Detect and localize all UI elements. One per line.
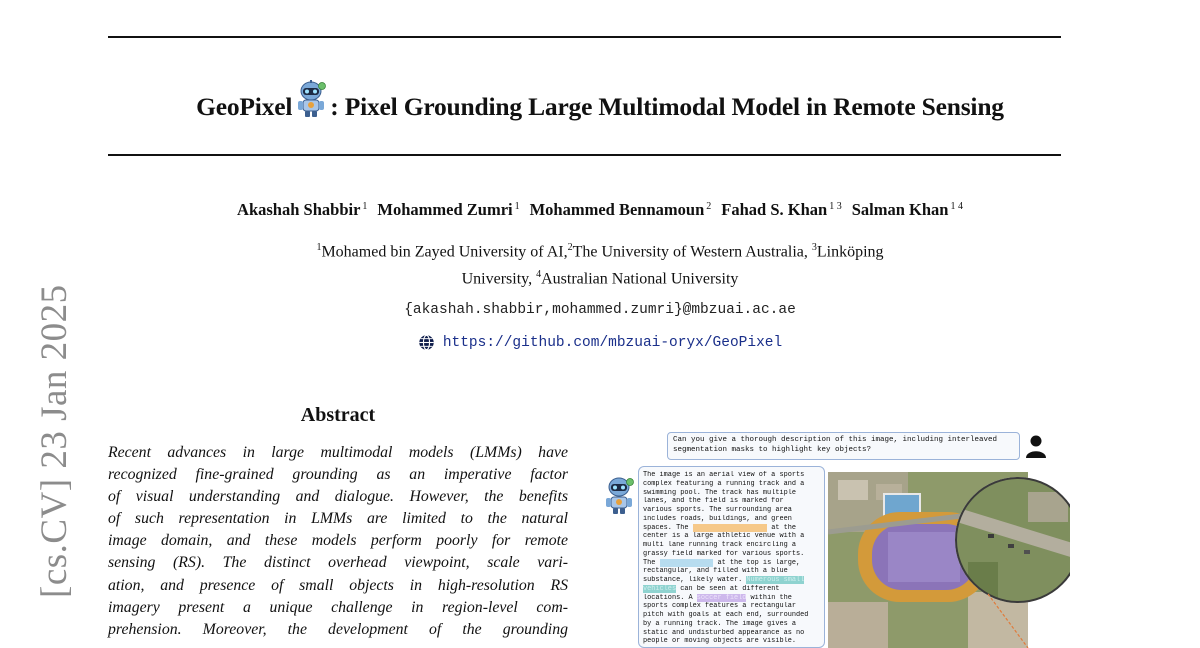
answer-text: The xyxy=(643,558,660,567)
project-url[interactable]: https://github.com/mbzuai-oryx/GeoPixel xyxy=(442,334,783,351)
author-affiliation-mark: 2 xyxy=(706,200,712,212)
highlighted-phrase: ground track field xyxy=(692,523,768,532)
answer-line xyxy=(643,489,820,498)
abstract-line: of visual understanding and dialogue. However, the benefits xyxy=(108,488,568,506)
answer-line xyxy=(643,541,820,550)
abstract-line: prehension. Moreover, the development of the grounding xyxy=(108,620,568,638)
answer-line xyxy=(643,524,820,533)
abstract-line: sensing (RS). The distinct overhead viewpoint, scale vari- xyxy=(108,554,568,572)
answer-line xyxy=(643,602,820,611)
globe-icon xyxy=(418,334,435,351)
answer-text: includes roads, buildings, and green xyxy=(643,514,792,523)
abstract-line: imagery present a unique challenge in region-level com- xyxy=(108,598,568,616)
author-list xyxy=(0,200,1200,220)
project-link[interactable] xyxy=(0,334,1200,351)
author-affiliation-mark: 1 xyxy=(514,200,520,212)
user-icon xyxy=(1025,434,1047,458)
answer-line xyxy=(643,497,820,506)
affiliation-text: Mohamed bin Zayed University of AI, xyxy=(321,243,568,261)
author-name: Mohammed Zumri $^1$ xyxy=(377,200,520,219)
highlighted-phrase: swimming pool xyxy=(659,558,714,567)
answer-line xyxy=(643,567,820,576)
paper-title xyxy=(0,84,1200,122)
answer-text: static and undisturbed appearance as no xyxy=(643,628,805,637)
affiliation-text: Australian National University xyxy=(541,270,739,288)
affiliation-number: 1 xyxy=(316,242,322,253)
top-rule xyxy=(108,36,1061,38)
robot-assistant-icon xyxy=(602,476,636,516)
answer-line xyxy=(643,559,820,568)
affiliation-line-2 xyxy=(0,263,1200,290)
answer-text: within the xyxy=(746,593,792,602)
answer-line xyxy=(643,550,820,559)
answer-text: pitch with goals at each end, surrounded xyxy=(643,611,809,619)
answer-text: various sports. The surrounding area xyxy=(643,506,792,514)
title-prefix: GeoPixel xyxy=(196,92,293,121)
answer-line xyxy=(643,629,820,638)
answer-text: complex featuring a running track and a xyxy=(643,479,805,488)
question-line: Can you give a thorough description of this image, including interleaved xyxy=(673,436,998,444)
answer-line xyxy=(643,637,820,646)
abstract-body xyxy=(108,442,568,641)
affiliation-line-1 xyxy=(0,236,1200,263)
answer-text: center is a large athletic venue with a xyxy=(643,532,805,541)
author-affiliation-mark: 1 3 xyxy=(829,200,842,212)
author-name: Salman Khan $^{1 4}$ xyxy=(851,200,963,219)
answer-line xyxy=(643,506,820,515)
affiliation-text: Linköping xyxy=(816,243,884,261)
teaser-figure xyxy=(600,428,1070,648)
answer-line xyxy=(643,585,820,594)
abstract-line: image domain, and these models perform poorly for remote xyxy=(108,532,568,550)
highlighted-phrase: vehicles xyxy=(643,584,677,593)
highlighted-phrase: Numerous small xyxy=(746,576,805,584)
answer-text: swimming pool. The track has multiple xyxy=(643,488,796,497)
abstract-line: Recent advances in large multimodal models (LMMs) have xyxy=(108,444,568,461)
answer-line xyxy=(643,480,820,489)
abstract-line: of such representation in LMMs are limited to the natural xyxy=(108,510,568,528)
question-bubble xyxy=(667,432,1020,460)
author-name: Fahad S. Khan $^{1 3}$ xyxy=(721,200,842,219)
author-affiliation-mark: 1 xyxy=(362,200,368,212)
answer-bubble xyxy=(638,466,825,648)
author-emails: {akashah.shabbir,mohammed.zumri}@mbzuai.ac.ae xyxy=(404,302,796,318)
author-name: Mohammed Bennamoun $^2$ xyxy=(529,200,712,219)
affiliation-text: University, xyxy=(461,270,537,288)
author-name: Akashah Shabbir $^1$ xyxy=(237,200,368,219)
answer-text: spaces. The xyxy=(643,523,693,532)
robot-mascot-icon xyxy=(294,80,328,118)
answer-line xyxy=(643,594,820,603)
title-rest: : Pixel Grounding Large Multimodal Model in Remote Sensing xyxy=(330,92,1004,121)
answer-text: people or moving objects are visible. xyxy=(643,637,796,646)
highlighted-phrase: soccer field xyxy=(696,593,747,602)
bottom-rule xyxy=(108,154,1061,156)
question-line: segmentation masks to highlight key objects? xyxy=(673,445,872,454)
answer-line xyxy=(643,532,820,541)
author-affiliation-mark: 1 4 xyxy=(950,200,963,212)
answer-text: substance, likely water. xyxy=(643,576,747,584)
affiliation-text: The University of Western Australia, xyxy=(572,243,812,261)
answer-text: grassy field marked for various sports. xyxy=(643,549,805,558)
answer-text: multi lane running track encircling a xyxy=(643,541,796,549)
answer-text: at the xyxy=(767,523,797,532)
answer-text: locations. A xyxy=(643,593,697,602)
answer-line xyxy=(643,576,820,585)
aerial-image xyxy=(828,472,1070,648)
answer-line xyxy=(643,471,820,480)
affiliation-number: 3 xyxy=(811,242,817,253)
answer-line xyxy=(643,611,820,620)
answer-text: can be seen at different xyxy=(676,584,780,593)
affiliations xyxy=(0,236,1200,291)
answer-text: by a running track. The image gives a xyxy=(643,619,796,628)
answer-text: The image is an aerial view of a sports xyxy=(643,471,805,479)
answer-text: lanes, and the field is marked for xyxy=(643,497,784,506)
affiliation-number: 2 xyxy=(567,242,573,253)
answer-text: at the top is large, xyxy=(713,558,801,567)
affiliation-number: 4 xyxy=(536,269,542,281)
abstract-heading: Abstract xyxy=(300,404,376,426)
arxiv-stamp: [cs.CV] 23 Jan 2025 xyxy=(34,284,75,598)
abstract-line: recognized fine-grained grounding as an imperative factor xyxy=(108,466,568,484)
abstract-line: ation, and presence of small objects in high-resolution RS xyxy=(108,576,568,594)
answer-text: rectangular, and filled with a blue xyxy=(643,567,788,576)
answer-line xyxy=(643,620,820,629)
answer-line xyxy=(643,515,820,524)
answer-text: sports complex features a rectangular xyxy=(643,602,796,611)
